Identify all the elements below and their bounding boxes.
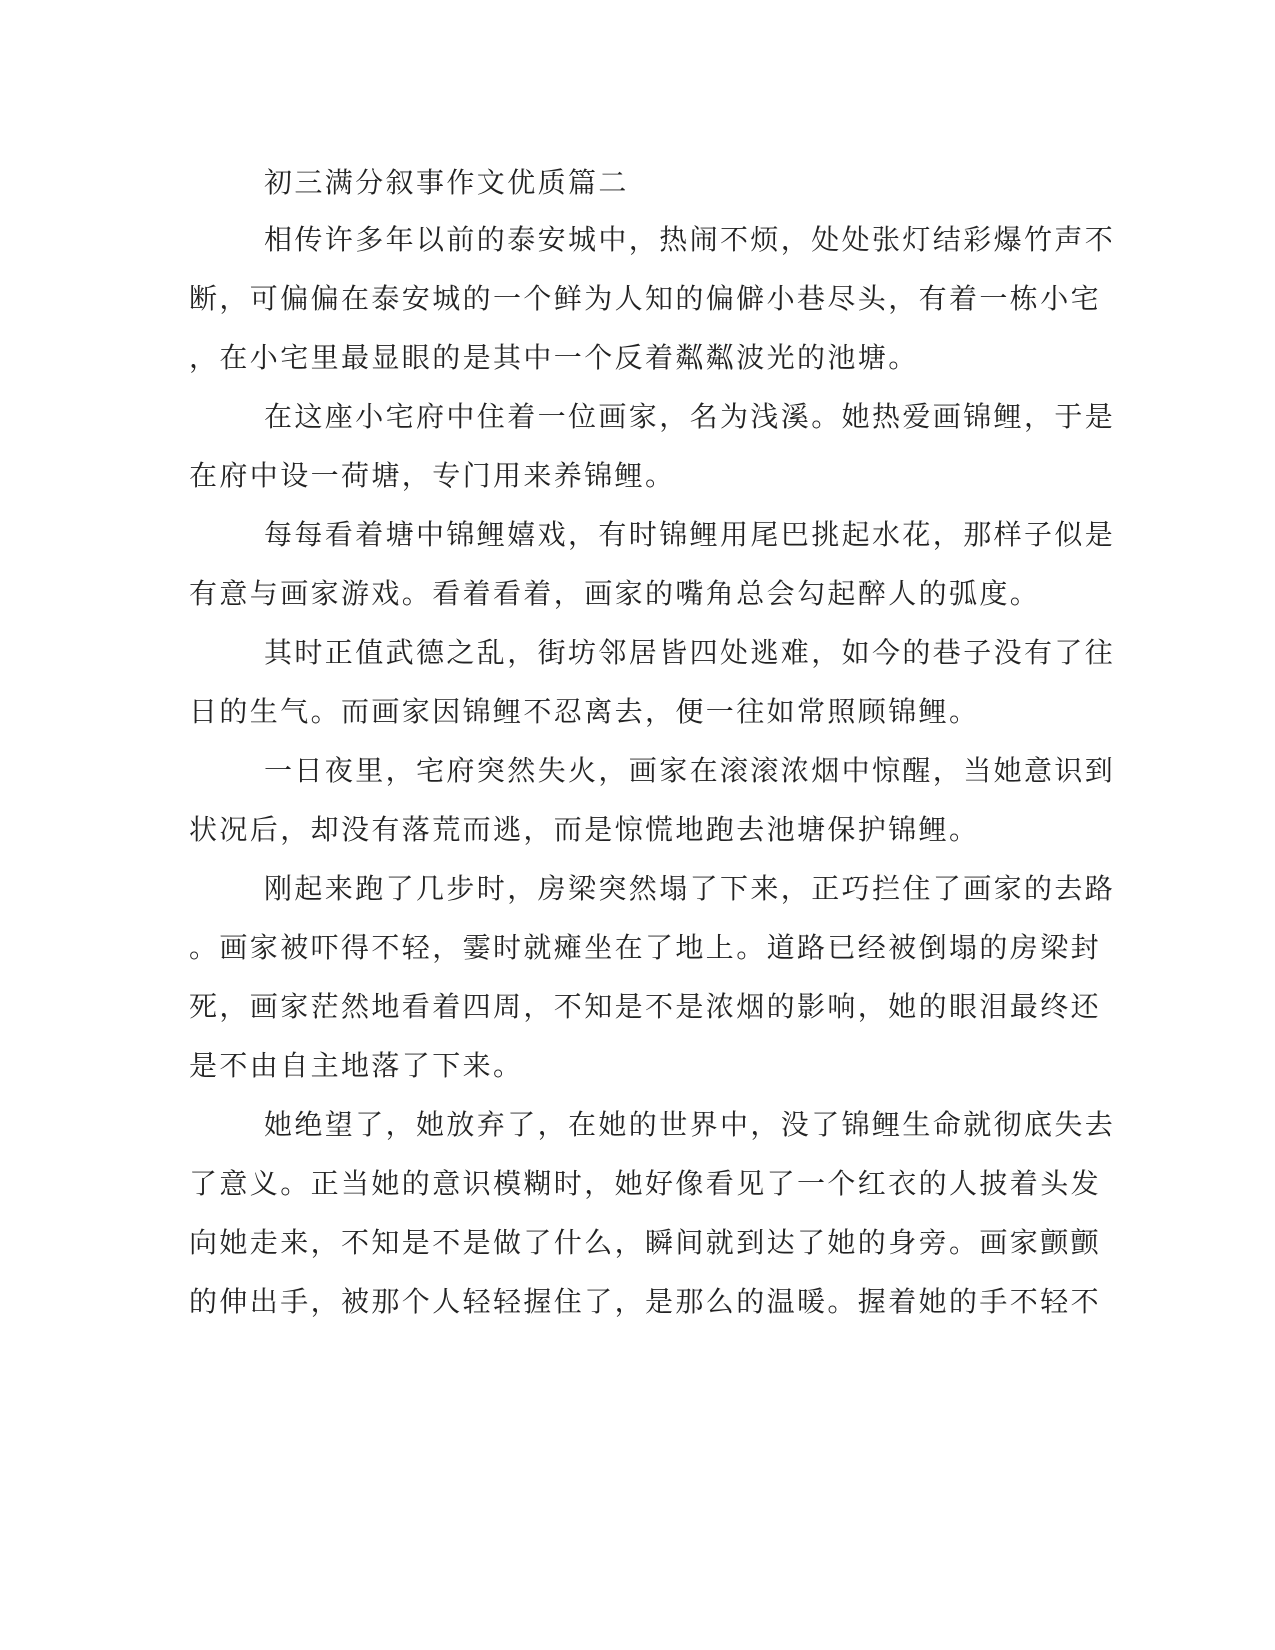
paragraph-line: ，在小宅里最显眼的是其中一个反着粼粼波光的池塘。 — [189, 341, 919, 374]
paragraph-line: 状况后，却没有落荒而逃，而是惊慌地跑去池塘保护锦鲤。 — [189, 813, 980, 846]
paragraph-line: 死，画家茫然地看着四周，不知是不是浓烟的影响，她的眼泪最终还 — [189, 990, 1102, 1023]
paragraph-line: 了意义。正当她的意识模糊时，她好像看见了一个红衣的人披着头发 — [189, 1167, 1102, 1200]
paragraph-line: 向她走来，不知是不是做了什么，瞬间就到达了她的身旁。画家颤颤 — [189, 1226, 1102, 1259]
paragraph-line: 一日夜里，宅府突然失火，画家在滚滚浓烟中惊醒，当她意识到 — [264, 754, 1116, 787]
paragraph-line: 的伸出手，被那个人轻轻握住了，是那么的温暖。握着她的手不轻不 — [189, 1285, 1102, 1318]
paragraph-line: 是不由自主地落了下来。 — [189, 1049, 524, 1082]
paragraph-line: 每每看着塘中锦鲤嬉戏，有时锦鲤用尾巴挑起水花，那样子似是 — [264, 518, 1116, 551]
document-title: 初三满分叙事作文优质篇二 — [264, 166, 629, 199]
paragraph-line: 在这座小宅府中住着一位画家，名为浅溪。她热爱画锦鲤，于是 — [264, 400, 1116, 433]
paragraph-line: 相传许多年以前的泰安城中，热闹不烦，处处张灯结彩爆竹声不 — [264, 223, 1116, 256]
paragraph-line: 日的生气。而画家因锦鲤不忍离去，便一往如常照顾锦鲤。 — [189, 695, 980, 728]
paragraph-line: 。画家被吓得不轻，霎时就瘫坐在了地上。道路已经被倒塌的房梁封 — [189, 931, 1102, 964]
paragraph-line: 在府中设一荷塘，专门用来养锦鲤。 — [189, 459, 676, 492]
paragraph-line: 刚起来跑了几步时，房梁突然塌了下来，正巧拦住了画家的去路 — [264, 872, 1116, 905]
paragraph-line: 她绝望了，她放弃了，在她的世界中，没了锦鲤生命就彻底失去 — [264, 1108, 1116, 1141]
paragraph-line: 断，可偏偏在泰安城的一个鲜为人知的偏僻小巷尽头，有着一栋小宅 — [189, 282, 1102, 315]
paragraph-line: 有意与画家游戏。看着看着，画家的嘴角总会勾起醉人的弧度。 — [189, 577, 1041, 610]
paragraph-line: 其时正值武德之乱，街坊邻居皆四处逃难，如今的巷子没有了往 — [264, 636, 1116, 669]
